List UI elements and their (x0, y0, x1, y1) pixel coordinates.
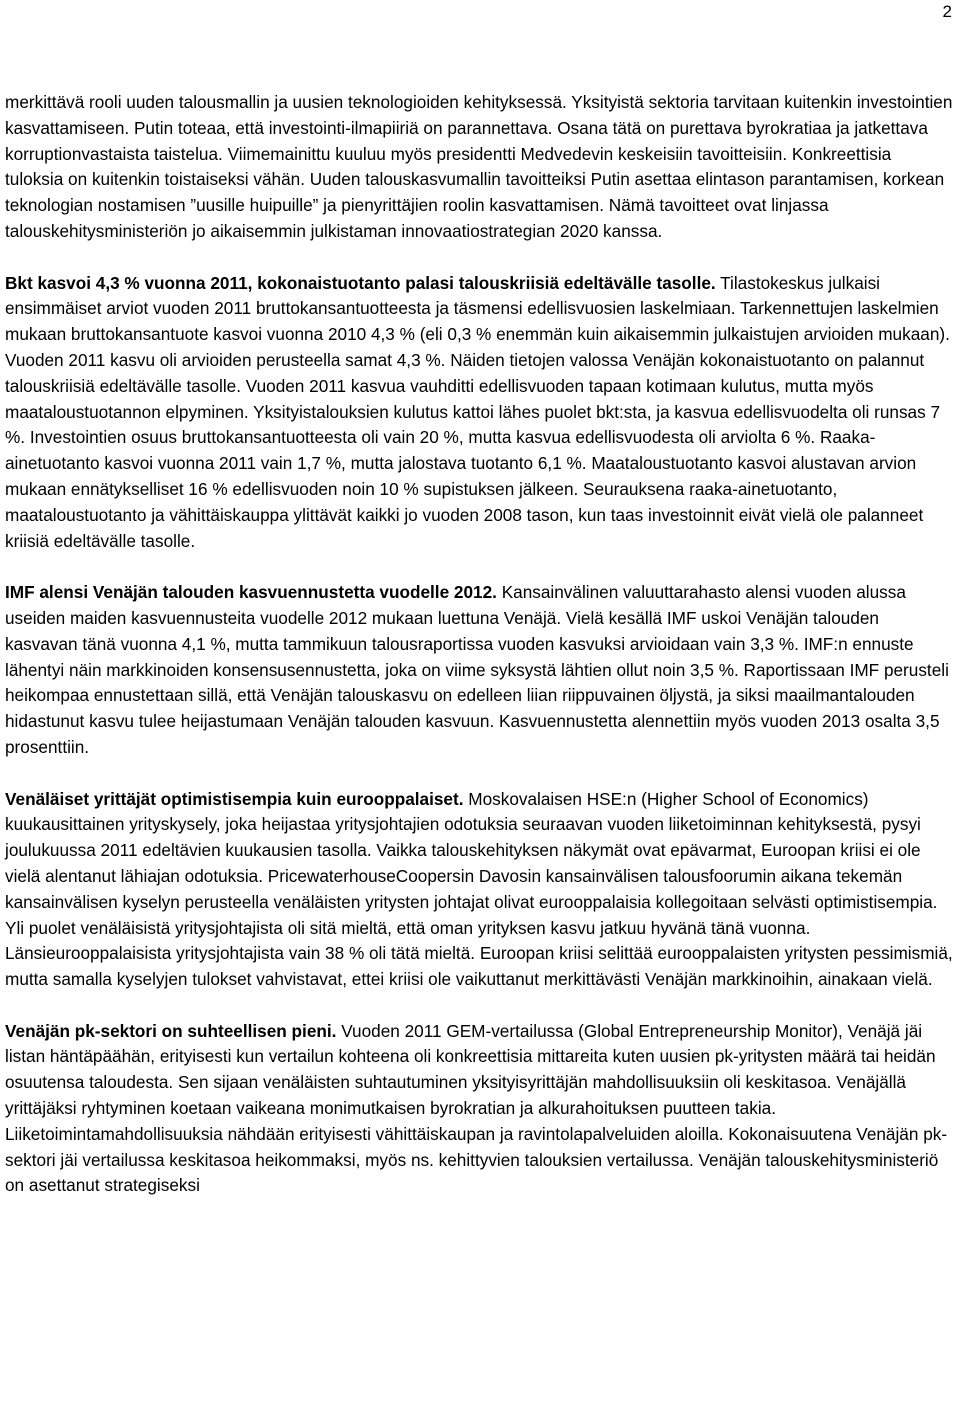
paragraph-entrepreneurs (5, 787, 953, 993)
paragraph-heading: IMF alensi Venäjän talouden kasvuennustetta vuodelle 2012. (5, 582, 497, 603)
paragraph-sme-sector (5, 1019, 953, 1200)
paragraph-gdp-growth (5, 271, 953, 555)
paragraph-heading: Venäjän pk-sektori on suhteellisen pieni. (5, 1020, 337, 1041)
paragraph-text: Vuoden 2011 GEM-vertailussa (Global Entrepreneurship Monitor), Venäjä jäi listan häntäpäähän, erityisesti kun vertailun kohteena oli konkreettisia mittareita kuten uusien pk-yritysten määrä tai heidän osuutensa taloudesta. Sen sijaan venäläisten suhtautuminen yksityisyrittäjän mahdollisuuksiin oli keskitasoa. Venäjällä yrittäjäksi ryhtyminen koetaan vaikeana monimutkaisen byrokratian ja alkurahoituksen puutteen takia. Liiketoimintamahdollisuuksia nähdään erityisesti vähittäiskaupan ja ravintolapalveluiden aloilla. Kokonaisuutena Venäjän pk-sektori jäi vertailussa keskitasoa heikommaksi, myös ns. kehittyvien talouksien vertailussa. Venäjän talouskehitysministeriö on asettanut strategiseksi (5, 1020, 948, 1196)
paragraph-text: Tilastokeskus julkaisi ensimmäiset arviot vuoden 2011 bruttokansantuotteesta ja täsmensi edellisvuosien laskelmiaan. Tarkennettujen laskelmien mukaan bruttokansantuote kasvoi vuonna 2010 4,3 % (eli 0,3 % enemmän kuin aikaisemmin julkaistujen arvioiden mukaan). Vuoden 2011 kasvu oli arvioiden perusteella samat 4,3 %. Näiden tietojen valossa Venäjän kokonaistuotanto on palannut talouskriisiä edeltävälle tasolle. Vuoden 2011 kasvua vauhditti edellisvuoden tapaan kotimaan kulutus, mutta myös maataloustuotannon elpyminen. Yksityistalouksien kulutus kattoi lähes puolet bkt:sta, ja kasvua edellisvuodelta oli runsas 7 %. Investointien osuus bruttokansantuotteesta oli vain 20 %, mutta kasvua edellisvuodesta oli arviolta 6 %. Raaka-ainetuotanto kasvoi vuonna 2011 vain 1,7 %, mutta jalostava tuotanto 6,1 %. Maataloustuotanto kasvoi alustavan arvion mukaan ennätykselliset 16 % edellisvuoden noin 10 % supistuksen jälkeen. Seurauksena raaka-ainetuotanto, maataloustuotanto ja vähittäiskauppa ylittävät kaikki jo vuoden 2008 tason, kun taas investoinnit eivät vielä ole palanneet kriisiä edeltävälle tasolle. (5, 272, 950, 551)
paragraph-heading: Venäläiset yrittäjät optimistisempia kuin eurooppalaiset. (5, 788, 464, 809)
page-number: 2 (942, 2, 952, 21)
paragraph-heading: Bkt kasvoi 4,3 % vuonna 2011, kokonaistuotanto palasi talouskriisiä edeltävälle tasolle. (5, 272, 716, 293)
paragraph-text: Moskovalaisen HSE:n (Higher School of Economics) kuukausittainen yrityskysely, joka heijastaa yritysjohtajien odotuksia seuraavan vuoden liiketoiminnan kehityksestä, pysyi joulukuussa 2011 edeltävien kuukausien tasolla. Vaikka talouskehityksen näkymät ovat epävarmat, Euroopan kriisi ei ole vielä alentanut lähiajan odotuksia. PricewaterhouseCoopersin Davosin kansainvälisen talousfoorumin aikana tekemän kansainvälisen kyselyn perusteella venäläisten yritysten johtajat olivat eurooppalaisia kollegoitaan selvästi optimistisempia. Yli puolet venäläisistä yritysjohtajista oli sitä mieltä, että oman yrityksen kasvu jatkuu hyvänä tänä vuonna. Länsieurooppalaisista yritysjohtajista vain 38 % oli tätä mieltä. Euroopan kriisi selittää eurooppalaisten yritysten pessimismiä, mutta samalla kyselyjen tulokset vahvistavat, ettei kriisi ole vaikuttanut merkittävästi Venäjän markkinoihin, ainakaan vielä. (5, 788, 953, 990)
document-body (5, 90, 953, 1199)
paragraph-imf-forecast (5, 580, 953, 761)
paragraph-text: merkittävä rooli uuden talousmallin ja uusien teknologioiden kehityksessä. Yksityistä sektoria tarvitaan kuitenkin investointien kasvattamiseen. Putin toteaa, että investointi-ilmapiiriä on parannettava. Osana tätä on purettava byrokratiaa ja jatkettava korruptionvastaista taistelua. Viimemainittu kuuluu myös presidentti Medvedevin keskeisiin tavoitteisiin. Konkreettisia tuloksia on kuitenkin toistaiseksi vähän. Uuden talouskasvumallin tavoitteiksi Putin asettaa elintason parantamisen, korkean teknologian nostamisen ”uusille huipuille” ja pienyrittäjien roolin kasvattamisen. Nämä tavoitteet ovat linjassa talouskehitysministeriön jo aikaisemmin julkistaman innovaatiostrategian 2020 kanssa. (5, 92, 953, 241)
paragraph-text: Kansainvälinen valuuttarahasto alensi vuoden alussa useiden maiden kasvuennusteita vuodelle 2012 mukaan luettuna Venäjä. Vielä kesällä IMF uskoi Venäjän talouden kasvavan tänä vuonna 4,1 %, mutta tammikuun talousraportissa vuoden kasvuksi arvioidaan vain 3,3 %. IMF:n ennuste lähentyi näin markkinoiden konsensusennustetta, joka on viime syksystä lähtien ollut noin 3,5 %. Raportissaan IMF perusteli heikompaa ennustettaan sillä, että Venäjän talouskasvu on edelleen liian riippuvainen öljystä, ja siksi maailmantalouden hidastunut kasvu tulee heijastumaan Venäjän talouden kasvuun. Kasvuennustetta alennettiin myös vuoden 2013 osalta 3,5 prosenttiin. (5, 582, 949, 757)
paragraph-intro (5, 90, 953, 245)
